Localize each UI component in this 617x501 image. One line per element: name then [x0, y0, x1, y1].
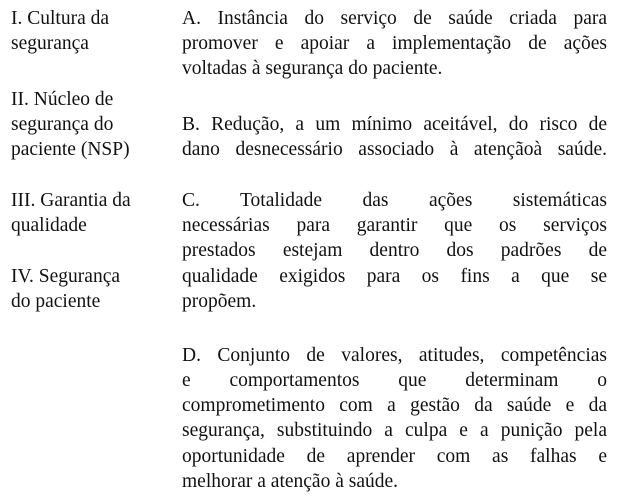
- definition-d-line-2: e comportamentos que determinam o: [182, 370, 607, 391]
- concept-ii-line-2: segurança do: [11, 114, 114, 135]
- definition-d-line-6: melhorar a atenção à saúde.: [182, 471, 399, 492]
- concept-iii-line-1: III. Garantia da: [11, 190, 131, 211]
- concept-ii-line-3: paciente (NSP): [11, 139, 130, 160]
- definition-d-line-4: segurança, substituindo a culpa e a punição pela: [182, 420, 607, 441]
- definition-c-line-5: propõem.: [182, 291, 257, 312]
- concept-iv-line-2: do paciente: [11, 291, 101, 312]
- definition-d-line-3: comprometimento com a gestão da saúde e da: [182, 395, 607, 416]
- concept-i-line-1: I. Cultura da: [11, 8, 110, 29]
- definition-d-line-1: D. Conjunto de valores, atitudes, competências: [182, 345, 607, 366]
- concept-iv-line-1: IV. Segurança: [11, 266, 121, 287]
- definition-c-line-1: C. Totalidade das ações sistemáticas: [182, 190, 607, 211]
- definition-c-line-3: prestados estejam dentro dos padrões de: [182, 240, 607, 261]
- definition-a-line-3: voltadas à segurança do paciente.: [182, 58, 443, 79]
- concept-i-line-2: segurança: [11, 33, 89, 54]
- concept-iii-line-2: qualidade: [11, 215, 87, 236]
- definition-b-line-1: B. Redução, a um mínimo aceitável, do risco de: [182, 114, 607, 135]
- definition-a-line-2: promover e apoiar a implementação de ações: [182, 33, 607, 54]
- definition-c-line-4: qualidade exigidos para os fins a que se: [182, 266, 607, 287]
- definition-d-line-5: oportunidade de aprender com as falhas e: [182, 446, 607, 467]
- concept-ii-line-1: II. Núcleo de: [11, 89, 114, 110]
- definition-a-line-1: A. Instância do serviço de saúde criada para: [182, 8, 607, 29]
- definition-c-line-2: necessárias para garantir que os serviços: [182, 215, 607, 236]
- definition-b-line-2: dano desnecessário associado à atençãoà saúde.: [182, 139, 607, 160]
